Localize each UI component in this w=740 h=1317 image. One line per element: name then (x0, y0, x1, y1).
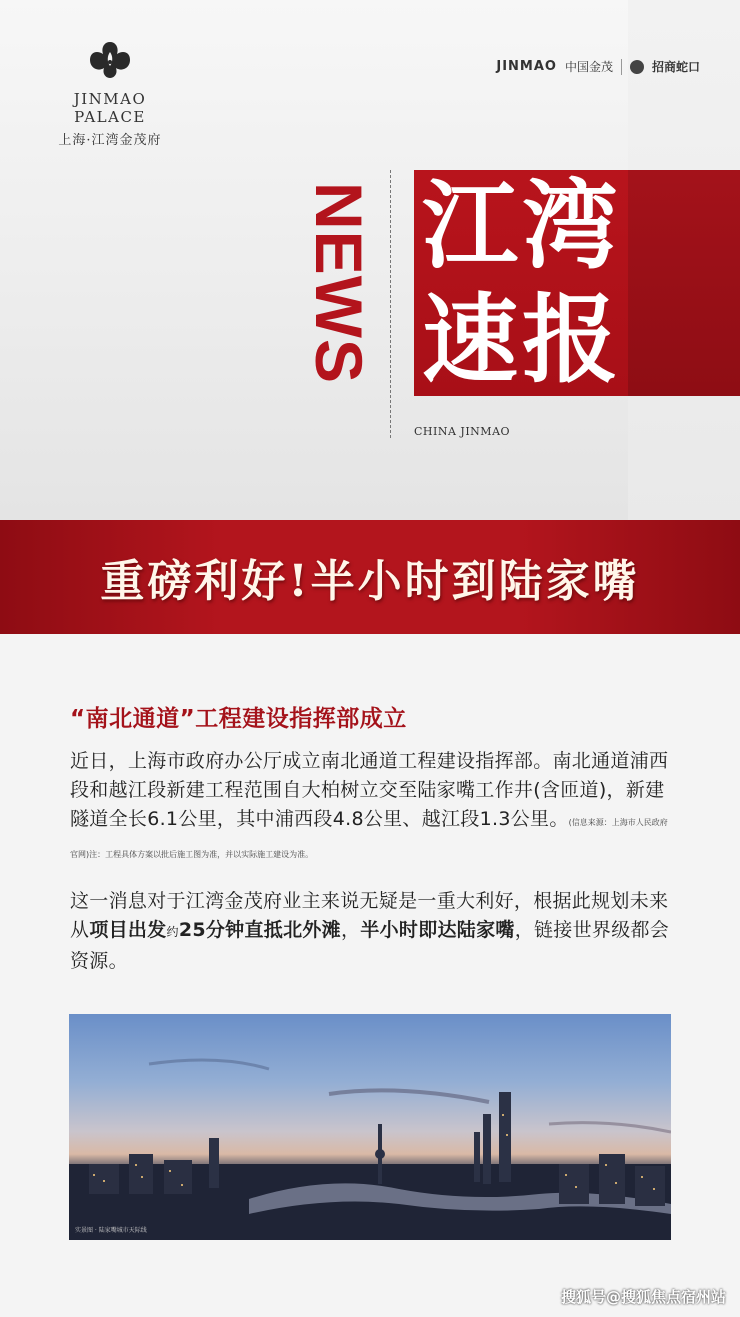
news-label-text: NEWS (302, 182, 376, 384)
article-body (70, 700, 675, 976)
paragraph-2-text-c: ，链接世界级都会资源。 (70, 919, 670, 972)
source-note: (信息来源：上海市人民政府官网)注：工程具体方案以批后施工图为准，并以实际施工建设为准。 (70, 818, 668, 859)
hero-title-line-2: 速报 (422, 284, 622, 396)
watermark: 搜狐号@搜狐焦点宿州站 (560, 1288, 726, 1306)
section-title: “南北通道”工程建设指挥部成立 (70, 706, 407, 732)
brand-logo (40, 38, 180, 148)
paragraph-1 (70, 747, 675, 869)
skyline-photo (69, 1014, 671, 1240)
paragraph-2-bold-c: 半小时即达陆家嘴 (360, 919, 515, 941)
jinmao-logo-text: JINMAO (496, 59, 557, 74)
paragraph-2-text-b: ， (340, 919, 361, 941)
hero-subtitle: CHINA JINMAO (414, 425, 511, 438)
news-vertical-label (302, 168, 376, 398)
partner-divider (621, 59, 622, 75)
paragraph-1-text: 近日，上海市政府办公厅成立南北通道工程建设指挥部。南北通道浦西段和越江段新建工程范围自大柏树立交至陆家嘴工作井(含匝道)，新建隧道全长6.1公里，其中浦西段4.8公里、越江段1.3公里。 (70, 750, 669, 830)
photo-credit: 实景图 · 陆家嘴城市天际线 (75, 1227, 147, 1234)
dashed-divider (390, 170, 391, 438)
hero-title-line-1: 江湾 (422, 170, 622, 282)
paragraph-2 (70, 887, 675, 976)
brand-name-cn: 上海·江湾金茂府 (58, 133, 162, 148)
cmsk-logo-text: 招商蛇口 (651, 60, 700, 74)
paragraph-2-bold-b: 25分钟直抵北外滩 (178, 919, 341, 941)
headline-banner (0, 520, 740, 634)
skyline-illustration (69, 1014, 671, 1240)
paragraph-2-small: 约 (166, 925, 179, 939)
partner-logos (496, 58, 700, 75)
cmsk-logo-icon (630, 60, 644, 74)
orchid-logo-icon (86, 38, 134, 80)
paragraph-2-text-a: 这一消息对于江湾金茂府业主来说无疑是一重大利好，根据此规划未来从 (70, 890, 669, 941)
paragraph-2-bold-a: 项目出发 (89, 919, 167, 941)
hero-section (0, 0, 740, 520)
red-block-extension (628, 170, 740, 396)
china-jinmao-logo-text: 中国金茂 (564, 60, 613, 74)
brand-name-en: JINMAO PALACE (73, 90, 147, 126)
headline-text: 重磅利好!半小时到陆家嘴 (100, 556, 640, 607)
